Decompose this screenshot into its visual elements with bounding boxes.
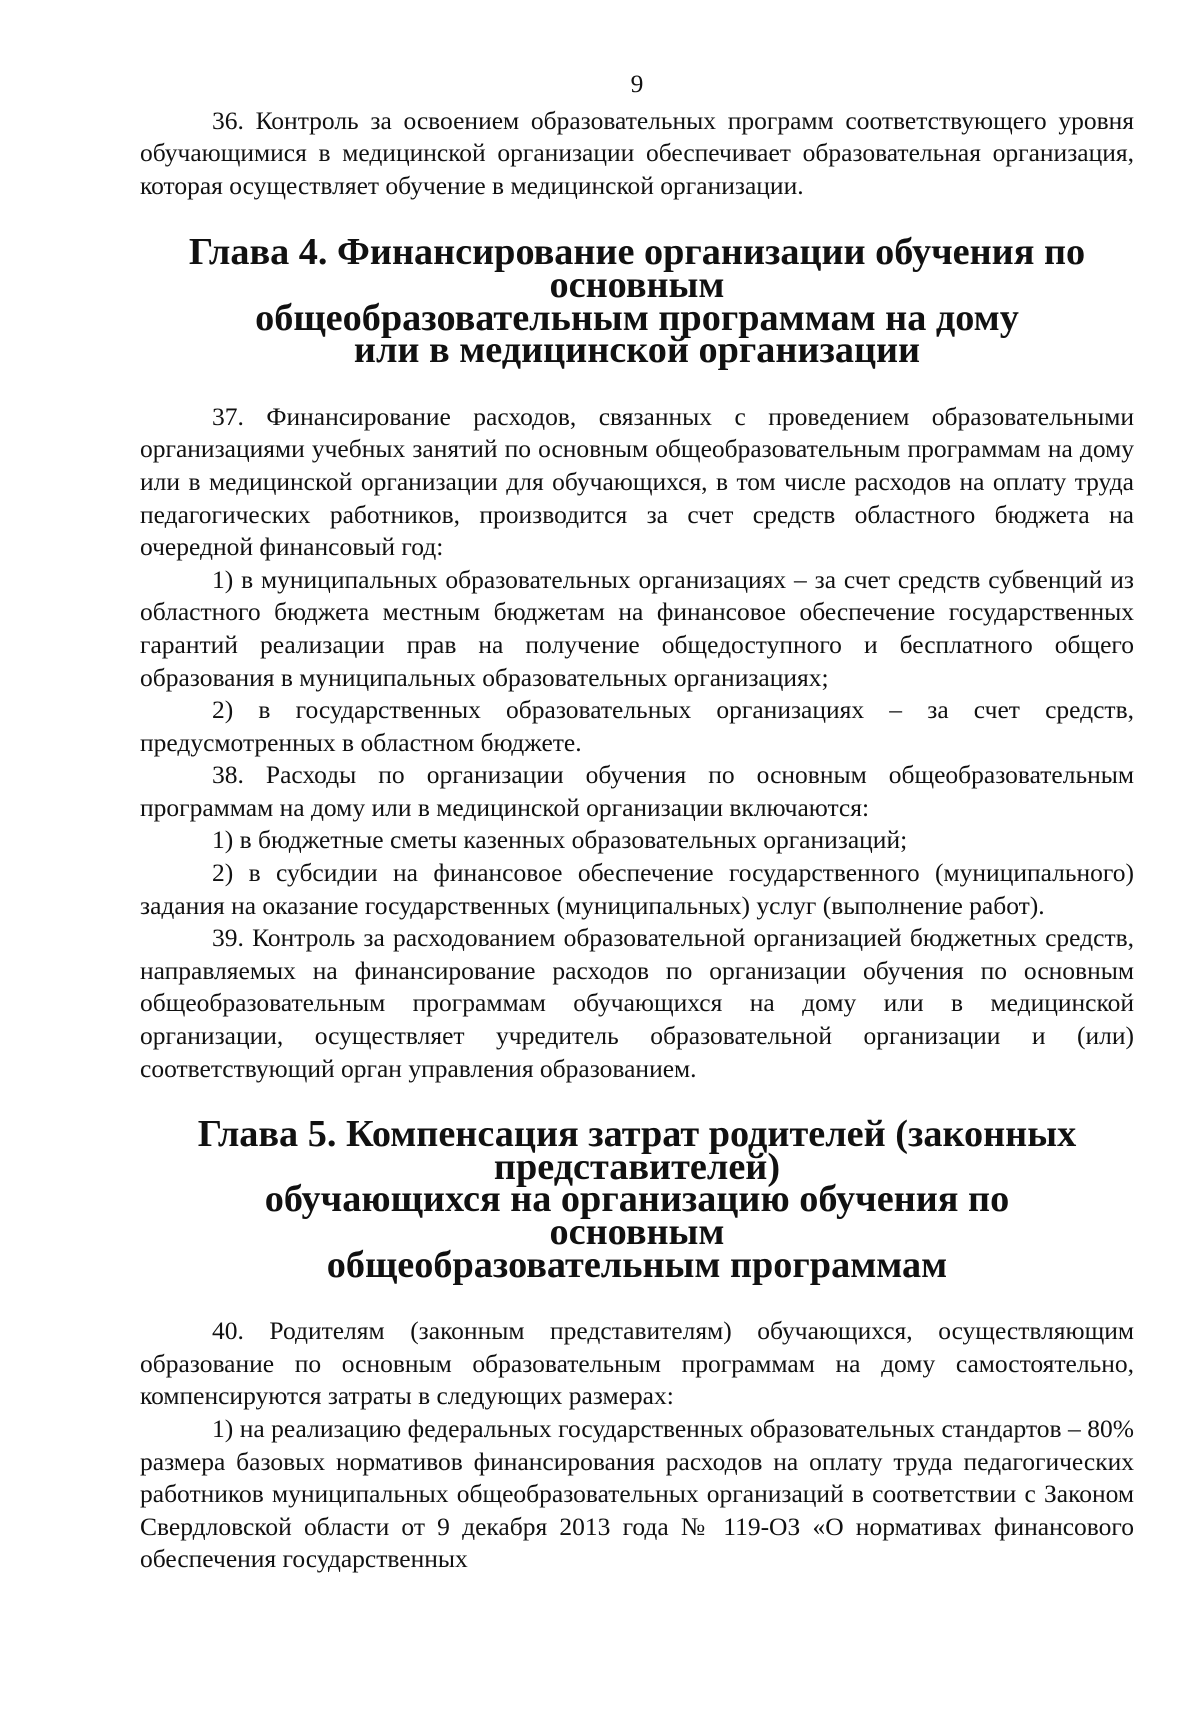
page-number: 9 bbox=[630, 69, 644, 98]
spacer bbox=[140, 1281, 1134, 1315]
paragraph-37: 37. Финансирование расходов, связанных с проведением образовательными организациями учебных занятий по основным общеобразовательным программам на дому или в медицинской организации для обучающихся, в том числе расходов на оплату труда педагогических работников, производится за счет средств областного бюджета на очередной финансовый год: bbox=[140, 401, 1134, 562]
paragraph-38-item-1: 1) в бюджетные сметы казенных образовательных организаций; bbox=[212, 825, 908, 855]
chapter-4-heading-line-3: или в медицинской организации bbox=[353, 329, 921, 372]
chapter-4-heading-line-1: Глава 4. Финансирование организации обучения по основным bbox=[188, 231, 1086, 306]
chapter-4-heading-line-2: общеобразовательным программам на дому bbox=[255, 296, 1019, 339]
paragraph-39: 39. Контроль за расходованием образовательной организацией бюджетных средств, направляемых на финансирование расходов по организации обучения по основным общеобразовательным программам обучающихся на дому или в медицинской организации, осуществляет учредитель образовательной организации и (или) соответствующий орган управления образованием. bbox=[140, 923, 1134, 1083]
chapter-5-heading-line-1: Глава 5. Компенсация затрат родителей (законных представителей) bbox=[197, 1113, 1077, 1188]
paragraph-37-item-1: 1) в муниципальных образовательных организациях – за счет средств субвенций из областного бюджета местным бюджетам на финансовое обеспечение государственных гарантий реализации прав на получение общедоступного и бесплатного общего образования в муниципальных образовательных организациях; bbox=[140, 564, 1134, 692]
paragraph-36: 36. Контроль за освоением образовательных программ соответствующего уровня обучающимися в медицинской организации обеспечивает образовательная организация, которая осуществляет обучение в медицинской организации. bbox=[140, 105, 1134, 200]
paragraph-38: 38. Расходы по организации обучения по основным общеобразовательным программам на дому или в медицинской организации включаются: bbox=[140, 760, 1134, 822]
paragraph-40-item-1: 1) на реализацию федеральных государственных образовательных стандартов – 80% размера базовых нормативов финансирования расходов на оплату труда педагогических работников муниципальных общеобразовательных организаций в соответствии с Законом Свердловской области от 9 декабря 2013 года № 119-ОЗ «О нормативах финансового обеспечения государственных bbox=[140, 1413, 1134, 1574]
paragraph-38-item-2: 2) в субсидии на финансовое обеспечение государственного (муниципального) задания на оказание государственных (муниципальных) услуг (выполнение работ). bbox=[140, 858, 1134, 920]
chapter-5-heading-line-2: обучающихся на организацию обучения по основным bbox=[264, 1178, 1010, 1253]
chapter-5-heading bbox=[140, 1113, 1134, 1286]
document-page bbox=[140, 68, 1134, 1576]
chapter-5-heading-line-3: общеобразовательным программам bbox=[326, 1243, 948, 1286]
paragraph-40: 40. Родителям (законным представителям) обучающихся, осуществляющим образование по основным образовательным программам на дому самостоятельно, компенсируются затраты в следующих размерах: bbox=[140, 1316, 1134, 1411]
spacer bbox=[140, 367, 1134, 401]
chapter-4-heading bbox=[140, 231, 1134, 372]
paragraph-37-item-2: 2) в государственных образовательных организациях – за счет средств, предусмотренных в областном бюджете. bbox=[140, 695, 1134, 757]
